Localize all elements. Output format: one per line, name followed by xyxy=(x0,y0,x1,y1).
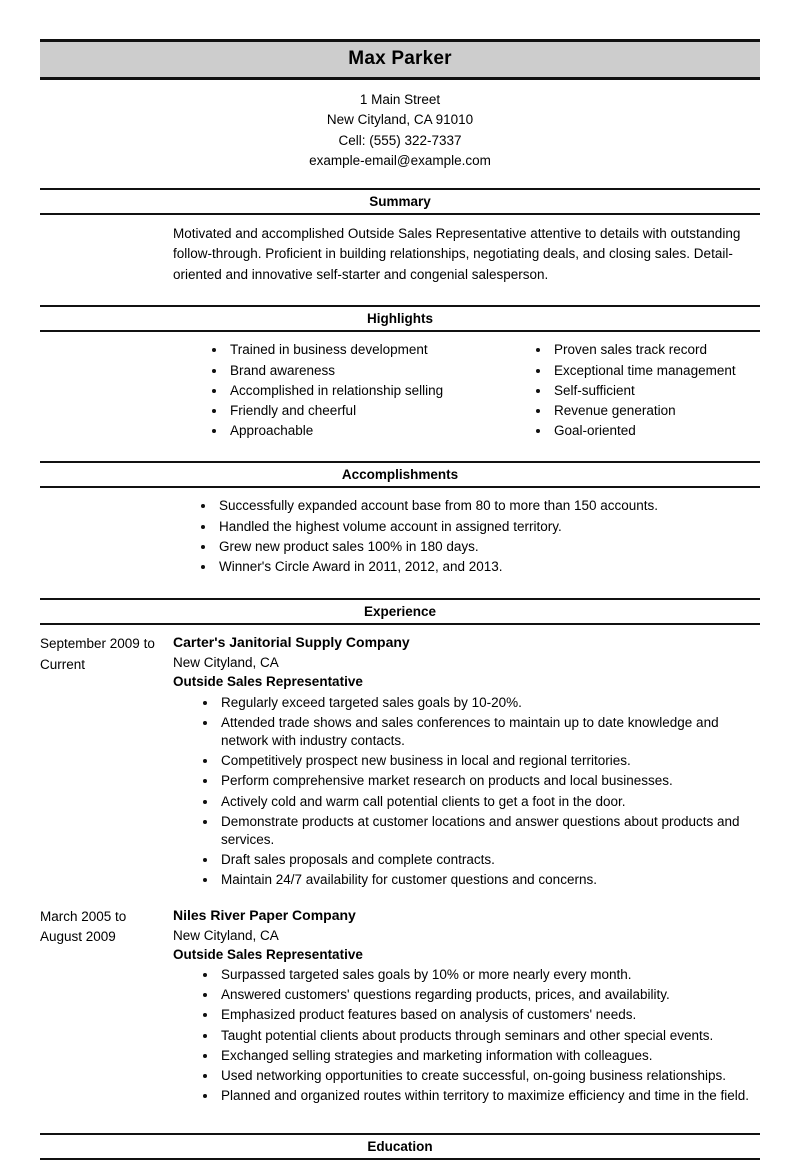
section-heading-accomplishments: Accomplishments xyxy=(40,461,760,488)
list-item: Proven sales track record xyxy=(530,341,760,359)
contact-phone: Cell: (555) 322-7337 xyxy=(338,132,462,148)
list-item: Brand awareness xyxy=(206,362,482,380)
list-item: Trained in business development xyxy=(206,341,482,359)
experience-job-title: Outside Sales Representative xyxy=(173,674,363,690)
contact-block xyxy=(40,80,760,180)
candidate-name: Max Parker xyxy=(348,48,452,69)
list-item: Competitively prospect new business in local and regional territories. xyxy=(197,752,756,770)
name-banner xyxy=(40,39,760,80)
experience-details xyxy=(173,633,760,891)
experience-block xyxy=(40,625,760,1119)
experience-bullets xyxy=(197,694,756,890)
experience-dates-line1: March 2005 to xyxy=(40,908,127,924)
experience-dates-line1: September 2009 to xyxy=(40,636,155,652)
list-item: Self-sufficient xyxy=(530,382,760,400)
resume-content xyxy=(40,39,760,1160)
summary-text: Motivated and accomplished Outside Sales Representative attentive to details with outstanding follow-through. Proficient in building relationships, negotiating deals, and closing sales. Detail-oriented and innovative self-starter and congenial salesperson. xyxy=(173,225,741,282)
experience-company: Niles River Paper Company xyxy=(173,906,356,923)
list-item: Regularly exceed targeted sales goals by 10-20%. xyxy=(197,694,756,712)
experience-company: Carter's Janitorial Supply Company xyxy=(173,634,410,651)
list-item: Answered customers' questions regarding products, prices, and availability. xyxy=(197,986,756,1004)
experience-location: New Cityland, CA xyxy=(173,655,279,671)
accomplishments-list xyxy=(195,497,760,576)
list-item: Revenue generation xyxy=(530,402,760,420)
highlights-left-column xyxy=(206,341,482,442)
list-item: Accomplished in relationship selling xyxy=(206,382,482,400)
list-item: Successfully expanded account base from 80 to more than 150 accounts. xyxy=(195,497,760,515)
experience-dates-line2: August 2009 xyxy=(40,928,116,944)
highlights-right-column xyxy=(530,341,760,442)
experience-job-title: Outside Sales Representative xyxy=(173,946,363,962)
list-item: Exchanged selling strategies and marketing information with colleagues. xyxy=(197,1047,756,1065)
highlights-columns xyxy=(40,332,760,451)
list-item: Grew new product sales 100% in 180 days. xyxy=(195,538,760,556)
section-heading-experience: Experience xyxy=(40,598,760,625)
section-heading-highlights: Highlights xyxy=(40,305,760,332)
list-item: Taught potential clients about products through seminars and other special events. xyxy=(197,1027,756,1045)
accomplishments-block xyxy=(40,488,760,588)
list-item: Approachable xyxy=(206,422,482,440)
list-item: Friendly and cheerful xyxy=(206,402,482,420)
highlights-right-list xyxy=(530,341,760,440)
experience-dates xyxy=(40,633,173,891)
list-item: Emphasized product features based on analysis of customers' needs. xyxy=(197,1006,756,1024)
section-heading-summary: Summary xyxy=(40,188,760,215)
list-item: Planned and organized routes within territory to maximize efficiency and time in the field. xyxy=(197,1087,756,1105)
list-item: Winner's Circle Award in 2011, 2012, and 2013. xyxy=(195,558,760,576)
contact-email: example-email@example.com xyxy=(309,153,491,169)
list-item: Surpassed targeted sales goals by 10% or more nearly every month. xyxy=(197,966,756,984)
list-item: Used networking opportunities to create successful, on-going business relationships. xyxy=(197,1067,756,1085)
experience-dates xyxy=(40,906,173,1108)
experience-location: New Cityland, CA xyxy=(173,927,279,943)
experience-bullets xyxy=(197,966,756,1106)
list-item: Perform comprehensive market research on products and local businesses. xyxy=(197,772,756,790)
experience-details xyxy=(173,906,760,1108)
resume-page xyxy=(0,39,800,1155)
list-item: Goal-oriented xyxy=(530,422,760,440)
highlights-left-list xyxy=(206,341,482,440)
list-item: Attended trade shows and sales conferences to maintain up to date knowledge and network with industry contacts. xyxy=(197,714,756,750)
list-item: Handled the highest volume account in assigned territory. xyxy=(195,518,760,536)
list-item: Demonstrate products at customer locations and answer questions about products and services. xyxy=(197,813,756,849)
experience-entry xyxy=(40,625,760,891)
contact-city-state-zip: New Cityland, CA 91010 xyxy=(326,112,474,128)
experience-dates-line2: Current xyxy=(40,656,86,672)
experience-entry xyxy=(40,892,760,1108)
contact-street: 1 Main Street xyxy=(359,91,441,107)
list-item: Actively cold and warm call potential clients to get a foot in the door. xyxy=(197,793,756,811)
list-item: Draft sales proposals and complete contracts. xyxy=(197,851,756,869)
list-item: Maintain 24/7 availability for customer questions and concerns. xyxy=(197,871,756,889)
list-item: Exceptional time management xyxy=(530,362,760,380)
section-heading-education: Education xyxy=(40,1133,760,1160)
